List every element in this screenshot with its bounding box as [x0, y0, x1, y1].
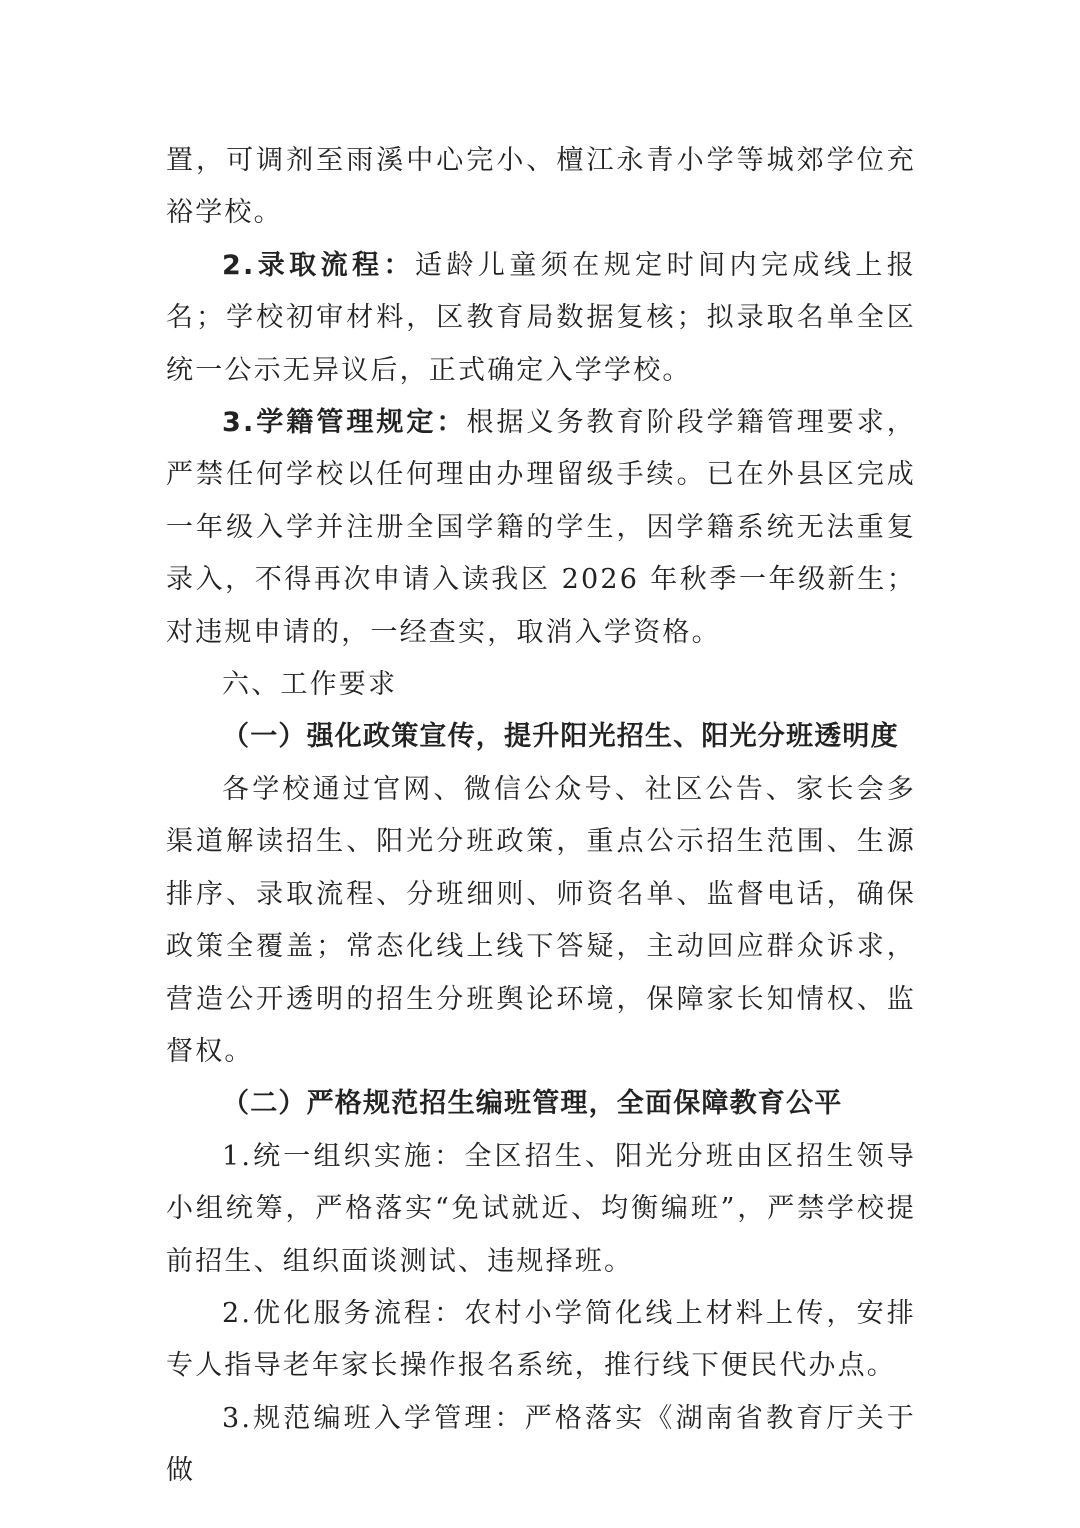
paragraph-label: 2.录取流程：	[222, 249, 415, 281]
paragraph-continuation	[166, 135, 916, 240]
subsection-heading: （一）强化政策宣传，提升阳光招生、阳光分班透明度	[222, 721, 899, 753]
paragraph-text: 置，可调剂至雨溪中心完小、檀江永青小学等城郊学位充裕学校。	[166, 145, 916, 229]
subsection-heading: （二）严格规范招生编班管理，全面保障教育公平	[222, 1088, 843, 1120]
paragraph-enrollment-rules	[166, 397, 916, 659]
paragraph-item-1: 1.统一组织实施：全区招生、阳光分班由区招生领导小组统筹，严格落实“免试就近、均衡编班”，严禁学校提前招生、组织面谈测试、违规择班。	[166, 1140, 916, 1277]
paragraph-text: 适龄儿童须在规定时间内完成线上报名；学校初审材料，区教育局数据复核；拟录取名单全区统一公示无异议后，正式确定入学学校。	[166, 249, 917, 386]
document-body	[166, 135, 916, 1498]
section-heading: 六、工作要求	[222, 669, 398, 701]
paragraph-policy-publicity: 各学校通过官网、微信公众号、社区公告、家长会多渠道解读招生、阳光分班政策，重点公示招生范围、生源排序、录取流程、分班细则、师资名单、监督电话，确保政策全覆盖；常态化线上线下答疑，主动回应群众诉求，营造公开透明的招生分班舆论环境，保障家长知情权、监督权。	[166, 773, 916, 1067]
paragraph-item-2: 2.优化服务流程：农村小学简化线上材料上传，安排专人指导老年家长操作报名系统，推行线下便民代办点。	[166, 1297, 916, 1382]
paragraph-admission-process	[166, 240, 916, 397]
paragraph-label: 3.学籍管理规定：	[222, 407, 467, 439]
paragraph-text: 根据义务教育阶段学籍管理要求，严禁任何学校以任何理由办理留级手续。已在外县区完成一年级入学并注册全国学籍的学生，因学籍系统无法重复录入，不得再次申请入读我区 2026 年秋季一年级新生；对违规申请的，一经查实，取消入学资格。	[166, 407, 917, 648]
paragraph-item-3: 3.规范编班入学管理：严格落实《湖南省教育厅关于做	[166, 1402, 916, 1487]
